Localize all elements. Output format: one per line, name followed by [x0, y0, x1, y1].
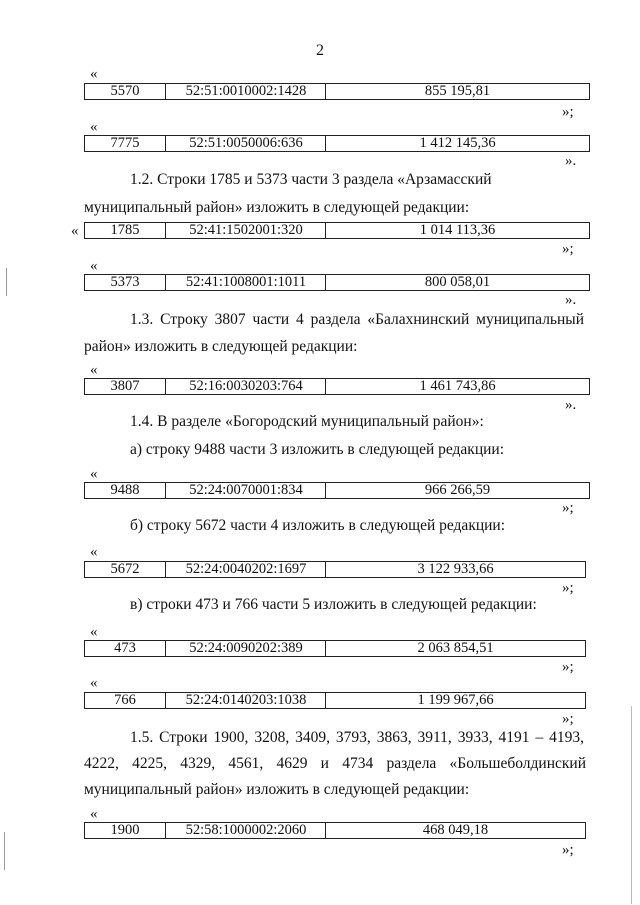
close-quote: »;	[562, 711, 574, 727]
row-number: 9488	[110, 482, 140, 498]
table-row	[84, 561, 586, 578]
cadastral-value: 1 199 967,66	[325, 693, 585, 708]
row-number: 1785	[110, 222, 140, 238]
table-row	[84, 640, 586, 657]
paragraph-1-3-cont: район» изложить в следующей редакции:	[84, 338, 358, 355]
row-number: 1900	[110, 822, 140, 838]
cadastral-value: 1 014 113,36	[325, 223, 589, 238]
cadastral-value: 2 063 854,51	[325, 641, 585, 656]
cadastral-value: 855 195,81	[325, 84, 589, 99]
cadastral-number: 52:24:0090202:389	[165, 641, 326, 656]
cadastral-number: 52:16:0030203:764	[165, 379, 326, 394]
table-row	[84, 822, 586, 839]
close-quote: ».	[565, 292, 577, 308]
paragraph-1-2-cont: муниципальный район» изложить в следующей редакции:	[84, 199, 470, 216]
open-quote: «	[90, 362, 98, 378]
row-number: 5570	[110, 83, 140, 99]
row-number: 3807	[110, 378, 140, 394]
cadastral-value: 468 049,18	[325, 823, 585, 838]
paragraph-1-2: 1.2. Строки 1785 и 5373 части 3 раздела «Арзамасский	[130, 171, 492, 188]
cadastral-value: 1 461 743,86	[325, 379, 589, 394]
close-quote: ».	[565, 153, 577, 169]
table-row	[84, 692, 586, 709]
close-quote: »;	[562, 241, 574, 257]
table-row	[84, 378, 590, 395]
cadastral-value: 1 412 145,36	[325, 136, 589, 151]
paragraph-1-5-cont2: муниципальный район» изложить в следующей редакции:	[84, 781, 470, 798]
open-quote: «	[90, 675, 98, 691]
close-quote: ».	[565, 397, 577, 413]
scan-edge-mark	[6, 268, 7, 296]
table-row	[84, 274, 590, 291]
row-number: 473	[114, 640, 136, 656]
open-quote: «	[90, 466, 98, 482]
close-quote: »;	[562, 500, 574, 516]
row-number: 7775	[110, 135, 140, 151]
paragraph-1-4-a: а) строку 9488 части 3 изложить в следующей редакции:	[130, 441, 505, 458]
scan-edge-mark	[631, 706, 632, 904]
close-quote: »;	[562, 580, 574, 596]
row-number: 5373	[110, 274, 140, 290]
table-row	[84, 222, 590, 239]
cadastral-value: 966 266,59	[325, 483, 589, 498]
open-quote: «	[90, 806, 98, 822]
row-number: 766	[114, 692, 136, 708]
paragraph-1-5: 1.5. Строки 1900, 3208, 3409, 3793, 3863, 3911, 3933, 4191 – 4193,	[130, 729, 584, 746]
open-quote: «	[90, 66, 98, 82]
cadastral-number: 52:41:1008001:1011	[165, 275, 326, 290]
cadastral-number: 52:24:0070001:834	[165, 483, 326, 498]
cadastral-number: 52:41:1502001:320	[165, 223, 326, 238]
open-quote: «	[71, 223, 79, 239]
open-quote: «	[90, 258, 98, 274]
close-quote: »;	[562, 104, 574, 120]
close-quote: »;	[562, 842, 574, 858]
cadastral-number: 52:24:0140203:1038	[165, 693, 326, 708]
cadastral-value: 3 122 933,66	[325, 562, 585, 577]
table-row	[84, 83, 590, 100]
paragraph-1-5-cont: 4222, 4225, 4329, 4561, 4629 и 4734 раздела «Большеболдинский	[84, 755, 586, 772]
table-row	[84, 135, 590, 152]
row-number: 5672	[110, 561, 140, 577]
table-row	[84, 482, 590, 499]
paragraph-1-4: 1.4. В разделе «Богородский муниципальный район»:	[130, 413, 484, 430]
cadastral-number: 52:51:0010002:1428	[165, 84, 326, 99]
paragraph-1-4-c: в) строки 473 и 766 части 5 изложить в следующей редакции:	[130, 596, 537, 613]
paragraph-1-4-b: б) строку 5672 части 4 изложить в следующей редакции:	[130, 517, 506, 534]
page-number: 2	[316, 42, 324, 59]
cadastral-number: 52:58:1000002:2060	[165, 823, 326, 838]
open-quote: «	[90, 544, 98, 560]
paragraph-1-3: 1.3. Строку 3807 части 4 раздела «Балахнинский муниципальный	[130, 311, 584, 328]
cadastral-number: 52:24:0040202:1697	[165, 562, 326, 577]
open-quote: «	[90, 119, 98, 135]
scan-edge-mark	[4, 832, 5, 870]
cadastral-value: 800 058,01	[325, 275, 589, 290]
cadastral-number: 52:51:0050006:636	[165, 136, 326, 151]
open-quote: «	[90, 624, 98, 640]
close-quote: »;	[562, 659, 574, 675]
